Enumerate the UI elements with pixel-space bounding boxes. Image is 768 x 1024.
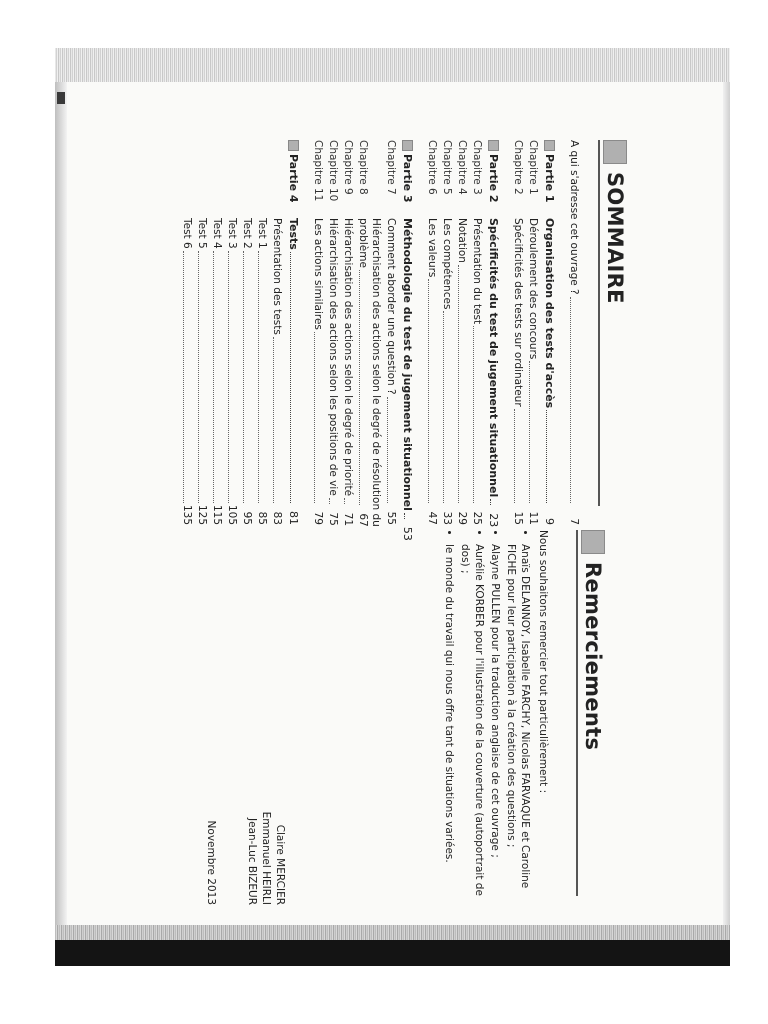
heading-square-icon — [603, 140, 627, 164]
sommaire-column — [40, 140, 635, 541]
chapter-page: 71 — [342, 512, 354, 527]
test-page: 115 — [211, 505, 223, 526]
remerciements-heading — [581, 530, 605, 915]
toc-part — [543, 140, 556, 525]
scan-top-border — [55, 48, 730, 82]
thanks-item: • Anaïs DELANNOY, Isabelle FARCHY, Nicolas FARVAQUE et Caroline FICHE pour leur participation à la création des questions ; — [504, 544, 532, 915]
author-name: Jean-Luc BIZEUR — [246, 818, 258, 905]
chapter-title: Comment aborder une question ? — [385, 218, 397, 395]
remerciements-intro: Nous souhaitons remercier tout particulièrement : — [537, 530, 549, 794]
toc-chapter — [341, 140, 354, 525]
chapter-title: Notation — [456, 218, 468, 263]
toc-test-entry — [255, 140, 268, 525]
toc-test-entry — [210, 140, 223, 525]
chapter-number: Chapitre 11 — [312, 140, 324, 202]
chapter-number: Chapitre 2 — [512, 140, 524, 195]
part-page: 23 — [487, 513, 500, 528]
test-title: Test 1 — [256, 218, 268, 249]
test-page: 95 — [241, 511, 253, 525]
test-title: Test 6 — [181, 218, 193, 249]
chapter-title: Hiérarchisation des actions selon le degré de priorité — [342, 218, 354, 497]
part-square-icon — [402, 140, 413, 151]
chapter-title-continued: problème — [357, 218, 369, 268]
test-page: 83 — [271, 511, 283, 525]
toc-test-entry — [180, 140, 193, 525]
toc-chapter — [356, 140, 382, 525]
chapter-page: 47 — [426, 511, 438, 525]
test-page: 135 — [181, 505, 193, 526]
publication-date: Novembre 2013 — [205, 820, 217, 905]
test-title: Test 2 — [241, 218, 253, 249]
chapter-number: Chapitre 1 — [527, 140, 539, 195]
scan-left-mark — [57, 92, 65, 104]
test-title: Présentation des tests — [271, 218, 283, 335]
toc-chapter — [440, 140, 453, 525]
thanks-list — [442, 530, 532, 915]
sommaire-title: SOMMAIRE — [603, 172, 627, 304]
toc-chapter — [425, 140, 438, 525]
chapter-page: 15 — [512, 511, 524, 525]
remerciements-title: Remerciements — [581, 562, 605, 751]
chapter-title: Présentation du test — [471, 218, 483, 325]
toc-part — [287, 140, 300, 525]
toc-chapter — [311, 140, 324, 525]
thanks-item: • Alayne PULLEN pour la traduction anglaise de cet ouvrage ; — [488, 544, 502, 915]
part-square-icon — [488, 140, 499, 151]
test-title: Test 5 — [196, 218, 208, 249]
chapter-number: Chapitre 5 — [441, 140, 453, 195]
chapter-number: Chapitre 8 — [357, 140, 369, 195]
part-square-icon — [288, 140, 299, 151]
chapter-title: Spécificités des tests sur ordinateur — [512, 218, 524, 407]
chapter-number: Chapitre 3 — [471, 140, 483, 195]
remerciements-column — [40, 530, 635, 915]
chapter-page: 11 — [527, 511, 539, 525]
scan-bottom-dark-strip — [55, 940, 730, 966]
author-name: Claire MERCIER — [274, 824, 286, 905]
toc-test-entry — [270, 140, 283, 525]
chapter-page: 55 — [385, 511, 397, 525]
part-label: Partie 3 — [401, 154, 414, 203]
part-square-icon — [544, 140, 555, 151]
thanks-item: • le monde du travail qui nous offre tant de situations variées. — [442, 544, 456, 915]
toc-part — [401, 140, 414, 541]
chapter-page: 79 — [312, 511, 324, 525]
chapter-number: Chapitre 9 — [342, 140, 354, 195]
toc-chapter — [326, 140, 339, 525]
chapter-page: 33 — [441, 511, 453, 525]
toc-test-entry — [240, 140, 253, 525]
test-page: 85 — [256, 511, 268, 525]
toc-chapter — [455, 140, 468, 525]
chapter-title: Hiérarchisation des actions selon le degré de résolution du — [370, 218, 382, 527]
heading-square-icon — [581, 530, 605, 554]
chapter-page: 67 — [357, 513, 369, 527]
thanks-item: • Aurélie KORBER pour l'illustration de la couverture (autoportrait de dos) ; — [458, 544, 486, 915]
test-title: Test 3 — [226, 218, 238, 249]
part-title: Méthodologie du test de jugement situationnel — [401, 218, 414, 511]
author-name: Emmanuel HEIRLI — [260, 811, 272, 905]
chapter-title: Les compétences — [441, 218, 453, 310]
toc-part — [487, 140, 500, 528]
part-title: Tests — [287, 218, 300, 250]
toc-chapter — [511, 140, 524, 525]
toc-intro — [567, 140, 580, 525]
toc-chapter — [470, 140, 483, 525]
chapter-title: Déroulement des concours — [527, 218, 539, 360]
part-page: 81 — [287, 511, 300, 525]
chapter-page: 75 — [327, 512, 339, 526]
remerciements-rule — [576, 530, 578, 896]
chapter-title: Les valeurs — [426, 218, 438, 278]
sommaire-rule — [598, 140, 600, 506]
test-page: 125 — [196, 505, 208, 526]
sommaire-heading — [603, 140, 627, 525]
chapter-title: Les actions similaires — [312, 218, 324, 330]
chapter-number: Chapitre 6 — [426, 140, 438, 195]
toc-chapter — [526, 140, 539, 525]
toc-intro-label: A qui s'adresse cet ouvrage ? — [568, 140, 580, 295]
rotated-page — [35, 140, 635, 920]
test-page: 105 — [226, 505, 238, 526]
chapter-number: Chapitre 4 — [456, 140, 468, 195]
part-page: 9 — [543, 518, 556, 525]
chapter-title: Hiérarchisation des actions selon les positions de vie — [327, 218, 339, 496]
toc-test-entry — [195, 140, 208, 525]
chapter-number: Chapitre 10 — [327, 140, 339, 202]
toc-intro-page: 7 — [568, 518, 580, 525]
part-title: Spécificités du test de jugement situationnel — [487, 218, 500, 498]
test-title: Test 4 — [211, 218, 223, 249]
authors-block — [245, 812, 287, 905]
toc-test-entry — [225, 140, 238, 525]
chapter-number: Chapitre 7 — [385, 140, 397, 195]
part-label: Partie 1 — [543, 154, 556, 203]
scan-right-edge — [723, 82, 730, 925]
part-title: Organisation des tests d'accès — [543, 218, 556, 409]
chapter-page: 25 — [471, 511, 483, 525]
chapter-page: 29 — [456, 511, 468, 525]
part-label: Partie 4 — [287, 154, 300, 203]
part-label: Partie 2 — [487, 154, 500, 203]
toc — [180, 140, 580, 541]
part-page: 53 — [401, 526, 414, 541]
toc-chapter — [384, 140, 397, 525]
